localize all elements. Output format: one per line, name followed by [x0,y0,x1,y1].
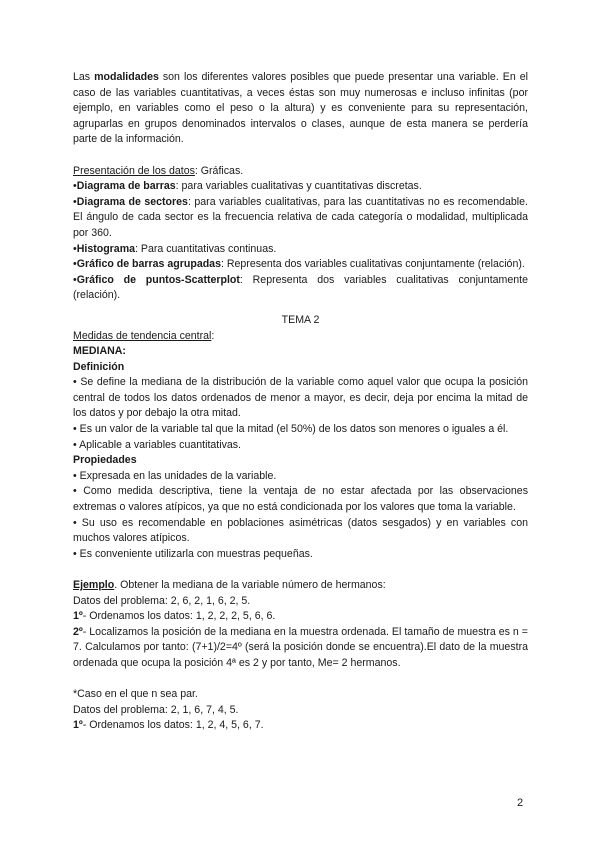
list-item: •Diagrama de barras: para variables cualitativas y cuantitativas discretas. [73,180,422,193]
ejemplo-step-2: 2º- Localizamos la posición de la mediana en la muestra ordenada. El tamaño de muestra es n = 7. Calculamos por tanto: (7+1)/2=4º (será la posición donde se encuentra).El dato de la muestra ordenada que ocupa la posición 4ª es 2 y por tanto, Me= 2 hermanos. [73,625,528,669]
definicion-heading: Definición [73,360,125,373]
propiedades-item: • Es conveniente utilizarla con muestras pequeñas. [73,547,313,560]
list-item: •Diagrama de sectores: para variables cualitativas, para las cuantitativas no es recomendable. El ángulo de cada sector es la frecuencia relativa de cada categoría o modalidad, multiplicada por 360. [73,195,528,239]
ejemplo-datos: Datos del problema: 2, 6, 2, 1, 6, 2, 5. [73,594,251,607]
page-content [73,70,528,734]
presentacion-heading: Presentación de los datos: Gráficas. [73,164,244,177]
definicion-item: • Aplicable a variables cuantitativas. [73,438,242,451]
page-number: 2 [517,797,524,809]
propiedades-item: • Expresada en las unidades de la variable. [73,469,277,482]
caso-par-note: *Caso en el que n sea par. [73,688,198,701]
propiedades-item: • Su uso es recomendable en poblaciones asimétricas (datos sesgados) y en variables con muchos valores atípicos. [73,516,528,545]
list-item: •Gráfico de barras agrupadas: Representa dos variables cualitativas conjuntamente (relación). [73,258,525,271]
ejemplo-heading: Ejemplo. Obtener la mediana de la variable número de hermanos: [73,579,386,591]
propiedades-heading: Propiedades [73,454,137,467]
intro-paragraph: Las modalidades son los diferentes valores posibles que puede presentar una variable. En el caso de las variables cuantitativas, a veces éstas son muy numerosas e incluso infinitas (por ejemplo, en variables como el peso o la altura) y es conveniente para su representación, agruparlas en grupos denominados intervalos o clases, aunque de esta manera se perdería parte de la información. [73,71,528,146]
tema-title: TEMA 2 [281,313,320,326]
list-item: •Gráfico de puntos-Scatterplot: Representa dos variables cualitativas conjuntamente (relación). [73,273,528,302]
modalidades-term: modalidades [94,71,159,83]
tema-subtitle: Medidas de tendencia central: [73,329,215,342]
ejemplo-step-1: 1º- Ordenamos los datos: 1, 2, 2, 2, 5, 6, 6. [73,610,276,623]
list-item: •Histograma: Para cuantitativas continuas. [73,242,277,255]
mediana-heading: MEDIANA: [73,345,126,358]
definicion-item: • Se define la mediana de la distribución de la variable como aquel valor que ocupa la posición central de todos los datos ordenados de menor a mayor, es decir, deja por encima la mitad de los datos y por debajo la otra mitad. [73,376,528,420]
definicion-item: • Es un valor de la variable tal que la mitad (el 50%) de los datos son menores o iguales a él. [73,423,509,436]
caso-par-datos: Datos del problema: 2, 1, 6, 7, 4, 5. [73,703,239,716]
propiedades-item: • Como medida descriptiva, tiene la ventaja de no estar afectada por las observaciones extremas o valores atípicos, ya que no está condicionada por los valores que toma la variable. [73,485,528,514]
caso-par-step-1: 1º- Ordenamos los datos: 1, 2, 4, 5, 6, 7. [73,719,264,732]
